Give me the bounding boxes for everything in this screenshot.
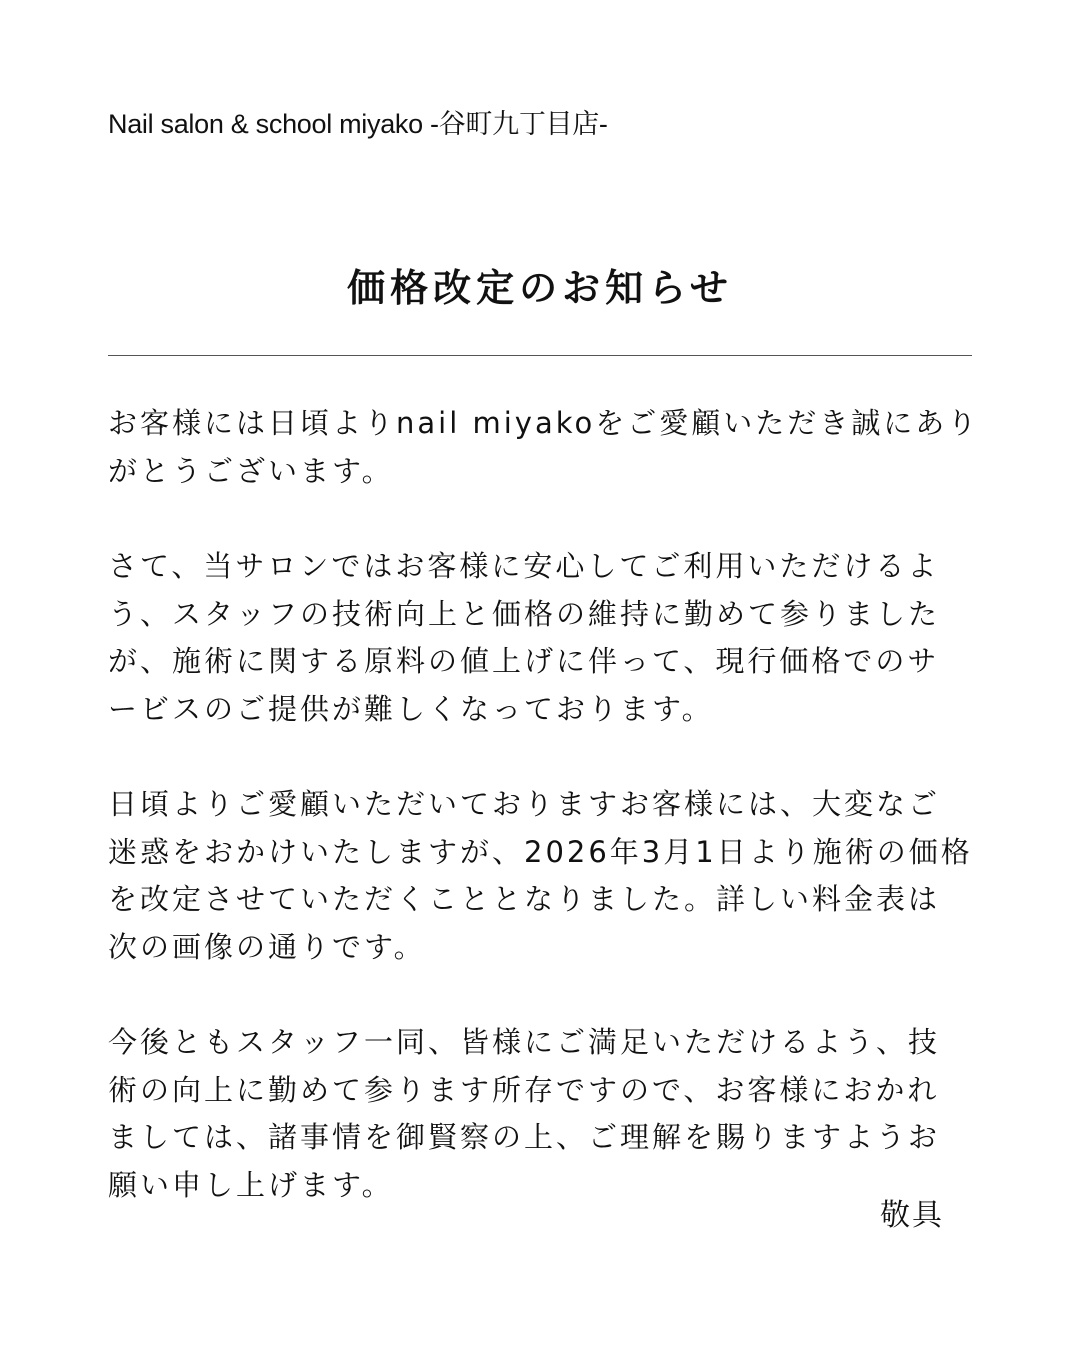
paragraph-reason bbox=[108, 543, 972, 733]
paragraph-announcement bbox=[108, 781, 972, 971]
text-line: がとうございます。 bbox=[108, 453, 394, 488]
text-line: お客様には日頃よりnail miyakoをご愛顧いただき誠にあり bbox=[108, 406, 980, 440]
text-line: を改定させていただくこととなりました。詳しい料金表は bbox=[108, 882, 941, 916]
text-line: 今後ともスタッフ一同、皆様にご満足いただけるよう、技 bbox=[108, 1025, 941, 1059]
text-line: さて、当サロンではお客様に安心してご利用いただけるよ bbox=[108, 549, 940, 583]
page-title: 価格改定のお知らせ bbox=[347, 266, 733, 310]
text-line: 日頃よりご愛顧いただいておりますお客様には、大変なご bbox=[108, 787, 941, 821]
text-line: 迷惑をおかけいたしますが、2026年3月1日より施術の価格 bbox=[108, 834, 973, 869]
text-line: ましては、諸事情を御賢察の上、ご理解を賜りますようお bbox=[108, 1120, 941, 1154]
closing-signature: 敬具 bbox=[880, 1198, 944, 1233]
text-line: が、施術に関する原料の値上げに伴って、現行価格でのサ bbox=[108, 644, 940, 678]
salon-name: Nail salon & school miyako -谷町九丁目店- bbox=[108, 109, 608, 139]
title-divider bbox=[108, 355, 972, 356]
text-line: ービスのご提供が難しくなっております。 bbox=[108, 691, 714, 726]
paragraph-greeting bbox=[108, 400, 980, 495]
paragraph-closing-request bbox=[108, 1019, 972, 1209]
text-line: う、スタッフの技術向上と価格の維持に勤めて参りました bbox=[108, 596, 941, 631]
text-line: 次の画像の通りです。 bbox=[108, 929, 426, 964]
text-line: 術の向上に勤めて参ります所存ですので、お客様におかれ bbox=[108, 1072, 940, 1107]
notice-body bbox=[108, 400, 980, 1257]
text-line: 願い申し上げます。 bbox=[108, 1167, 394, 1202]
